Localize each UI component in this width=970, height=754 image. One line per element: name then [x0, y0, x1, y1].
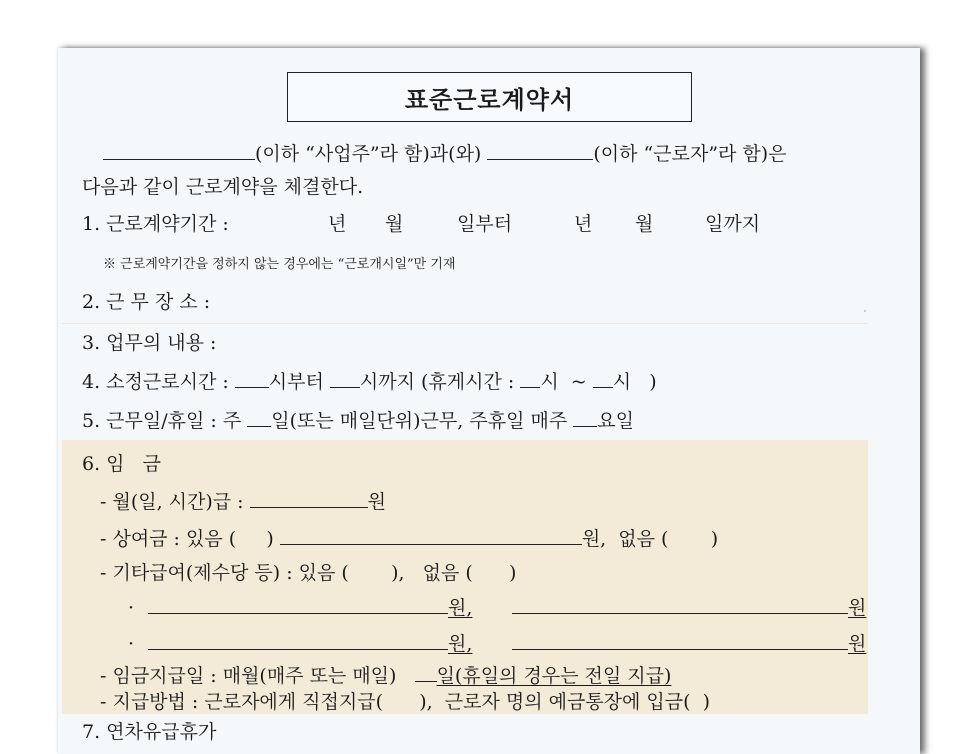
payday-end: 일(휴일의 경우는 전일 지급)	[436, 665, 672, 687]
item1-month2: 월	[635, 213, 654, 235]
item4-line	[82, 370, 657, 394]
employer-blank[interactable]	[103, 142, 255, 160]
other-pay-item-2-blank[interactable]	[512, 596, 848, 614]
intro-text-2: (이하 “근로자”라 함)은	[593, 143, 787, 165]
payment-method-line: - 지급방법 : 근로자에게 직접지급( ), 근로자 명의 예금통장에 입금( )	[100, 691, 711, 713]
item5-mid: 일(또는 매일단위)근무, 주휴일 매주	[271, 410, 568, 432]
other-pay-item-3-blank[interactable]	[148, 632, 448, 650]
item1-month1: 월	[385, 213, 404, 235]
item4-label: 4. 소정근로시간 :	[82, 371, 229, 393]
item1-year1: 년	[328, 213, 347, 235]
break-start-blank[interactable]	[520, 370, 540, 388]
item4-s2: 시 )	[612, 371, 657, 393]
wage-won: 원	[367, 491, 386, 513]
item1-day2: 일까지	[705, 213, 761, 235]
payday-line	[100, 664, 671, 688]
payday-label: - 임금지급일 : 매월(매주 또는 매일)	[100, 665, 397, 687]
bullet-2: ·	[128, 633, 135, 655]
other-pay-item-4-blank[interactable]	[512, 632, 848, 650]
item1-note: ※ 근로계약기간을 정하지 않는 경우에는 “근로개시일”만 기재	[103, 257, 456, 272]
item1-day1: 일부터	[457, 213, 513, 235]
title-box	[287, 72, 692, 122]
wage-blank[interactable]	[250, 490, 368, 508]
other-pay-item-1-blank[interactable]	[148, 596, 448, 614]
item5-end: 요일	[597, 410, 634, 432]
other-pay-won-2: 원	[848, 597, 867, 619]
item6-label: 6. 임 금	[82, 453, 161, 475]
payday-blank[interactable]	[415, 664, 437, 682]
divider	[62, 323, 868, 324]
bonus-won: 원, 없음 ( )	[581, 528, 719, 550]
other-pay-won-1: 원,	[448, 597, 473, 619]
item7-label: 7. 연차유급휴가	[82, 721, 217, 743]
item5-label: 5. 근무일/휴일 : 주	[82, 410, 242, 432]
item2-label: 2. 근 무 장 소 :	[82, 291, 211, 313]
bonus-blank[interactable]	[280, 527, 582, 545]
item4-from: 시부터	[268, 371, 324, 393]
item1-label: 1. 근로계약기간 :	[82, 213, 229, 235]
other-pay-line: - 기타급여(제수당 등) : 있음 ( ), 없음 ( )	[100, 562, 517, 584]
item4-s1: 시 ~	[540, 371, 587, 393]
other-pay-won-3: 원,	[448, 633, 473, 655]
break-end-blank[interactable]	[593, 370, 613, 388]
intro-line-2: 다음과 같이 근로계약을 체결한다.	[82, 176, 364, 198]
work-start-blank[interactable]	[235, 370, 269, 388]
wage-line	[100, 490, 386, 514]
weekly-holiday-blank[interactable]	[573, 409, 597, 427]
bullet-1: ·	[128, 597, 135, 619]
item4-to: 시까지 (휴게시간 :	[359, 371, 515, 393]
work-end-blank[interactable]	[330, 370, 360, 388]
intro-line-1	[103, 142, 787, 166]
item5-line	[82, 409, 634, 433]
item3-label: 3. 업무의 내용 :	[82, 332, 217, 354]
other-pay-won-4: 원	[848, 633, 867, 655]
bonus-line	[100, 527, 718, 551]
employee-blank[interactable]	[487, 142, 593, 160]
workdays-blank[interactable]	[247, 409, 271, 427]
intro-text-1: (이하 “사업주”라 함)과(와)	[255, 143, 482, 165]
document-title: 표준근로계약서	[404, 84, 575, 114]
speck	[864, 310, 866, 312]
bonus-label: - 상여금 : 있음 ( )	[100, 528, 274, 550]
item1-year2: 년	[574, 213, 593, 235]
wage-label: - 월(일, 시간)급 :	[100, 491, 244, 513]
